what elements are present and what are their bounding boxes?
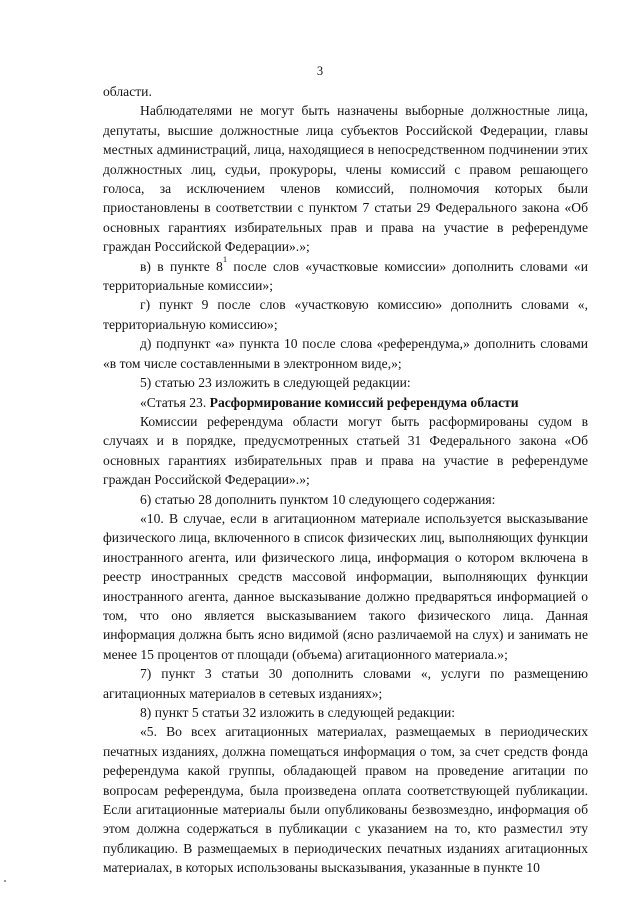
paragraph-item-g: г) пункт 9 после слов «участковую комиссию» дополнить словами «, территориальную комиссию»;	[103, 297, 588, 332]
page-number: 3	[316, 64, 324, 78]
paragraph-article-23-heading	[103, 393, 588, 412]
paragraph-item-7: 7) пункт 3 статьи 30 дополнить словами «, услуги по размещению агитационных материалов в сетевых изданиях»;	[103, 666, 588, 701]
paragraph-point-5: «5. Во всех агитационных материалах, размещаемых в периодических печатных изданиях, должна помещаться информация о том, за счет средств фонда референдума какой группы, обладающей правом на проведение агитации по вопросам референдума, была произведена оплата соответствующей публикации. Если агитационные материалы были опубликованы безвозмездно, информация об этом должна содержаться в публикации с указанием на то, кто разместил эту публикацию. В размещаемых в периодических печатных изданиях агитационных материалах, в которых использованы высказывания, указанные в пункте 10	[103, 724, 588, 876]
item-v-text-start: в) в пункте 8	[140, 258, 223, 274]
paragraph-item-v	[103, 253, 588, 296]
item-v-superscript: 1	[222, 253, 228, 264]
article-23-title: Расформирование комиссий референдума области	[209, 394, 519, 410]
article-23-label: «Статья 23.	[140, 394, 210, 410]
paragraph-item-5: 5) статью 23 изложить в следующей редакции:	[140, 375, 411, 391]
scan-edge-mark	[4, 880, 6, 882]
paragraph-continuation: области.	[103, 84, 152, 99]
paragraph-item-d: д) подпункт «а» пункта 10 после слова «референдума,» дополнить словами «в том числе составленными в электронном виде,»;	[103, 336, 588, 371]
paragraph-article-23-text: Комиссии референдума области могут быть расформированы судом в случаях и в порядке, предусмотренных статьей 31 Федерального закона «Об основных гарантиях избирательных прав и права на участие в референдуме граждан Российской Федерации».»;	[103, 413, 588, 488]
paragraph-item-8: 8) пункт 5 статьи 32 изложить в следующей редакции:	[140, 705, 456, 720]
document-body	[103, 82, 588, 878]
paragraph-observers: Наблюдателями не могут быть назначены выборные должностные лица, депутаты, высшие должностные лица субъектов Российской Федерации, главы местных администраций, лица, находящиеся в непосредственном подчинении этих должностных лиц, судьи, прокуроры, члены комиссий с правом решающего голоса, за исключением членов комиссий, полномочия которых были приостановлены в соответствии с пунктом 7 статьи 29 Федерального закона «Об основных гарантиях избирательных прав и права на участие в референдуме граждан Российской Федерации».»;	[103, 103, 588, 255]
paragraph-item-6: 6) статью 28 дополнить пунктом 10 следующего содержания:	[140, 491, 496, 507]
paragraph-point-10: «10. В случае, если в агитационном материале используется высказывание физического лица, включенного в список физических лиц, выполняющих функции иностранного агента, или физического лица, информация о котором включена в реестр иностранных средств массовой информации, выполняющих функции иностранного агента, данное высказывание должно предваряться информацией о том, что оно является высказыванием такого физического лица. Данная информация должна быть ясно видимой (ясно различаемой на слух) и занимать не менее 15 процентов от площади (объема) агитационного материала.»;	[103, 510, 588, 662]
item-v-text-end: после слов «участковые комиссии» дополнить словами «и территориальные комиссии»;	[103, 258, 588, 294]
